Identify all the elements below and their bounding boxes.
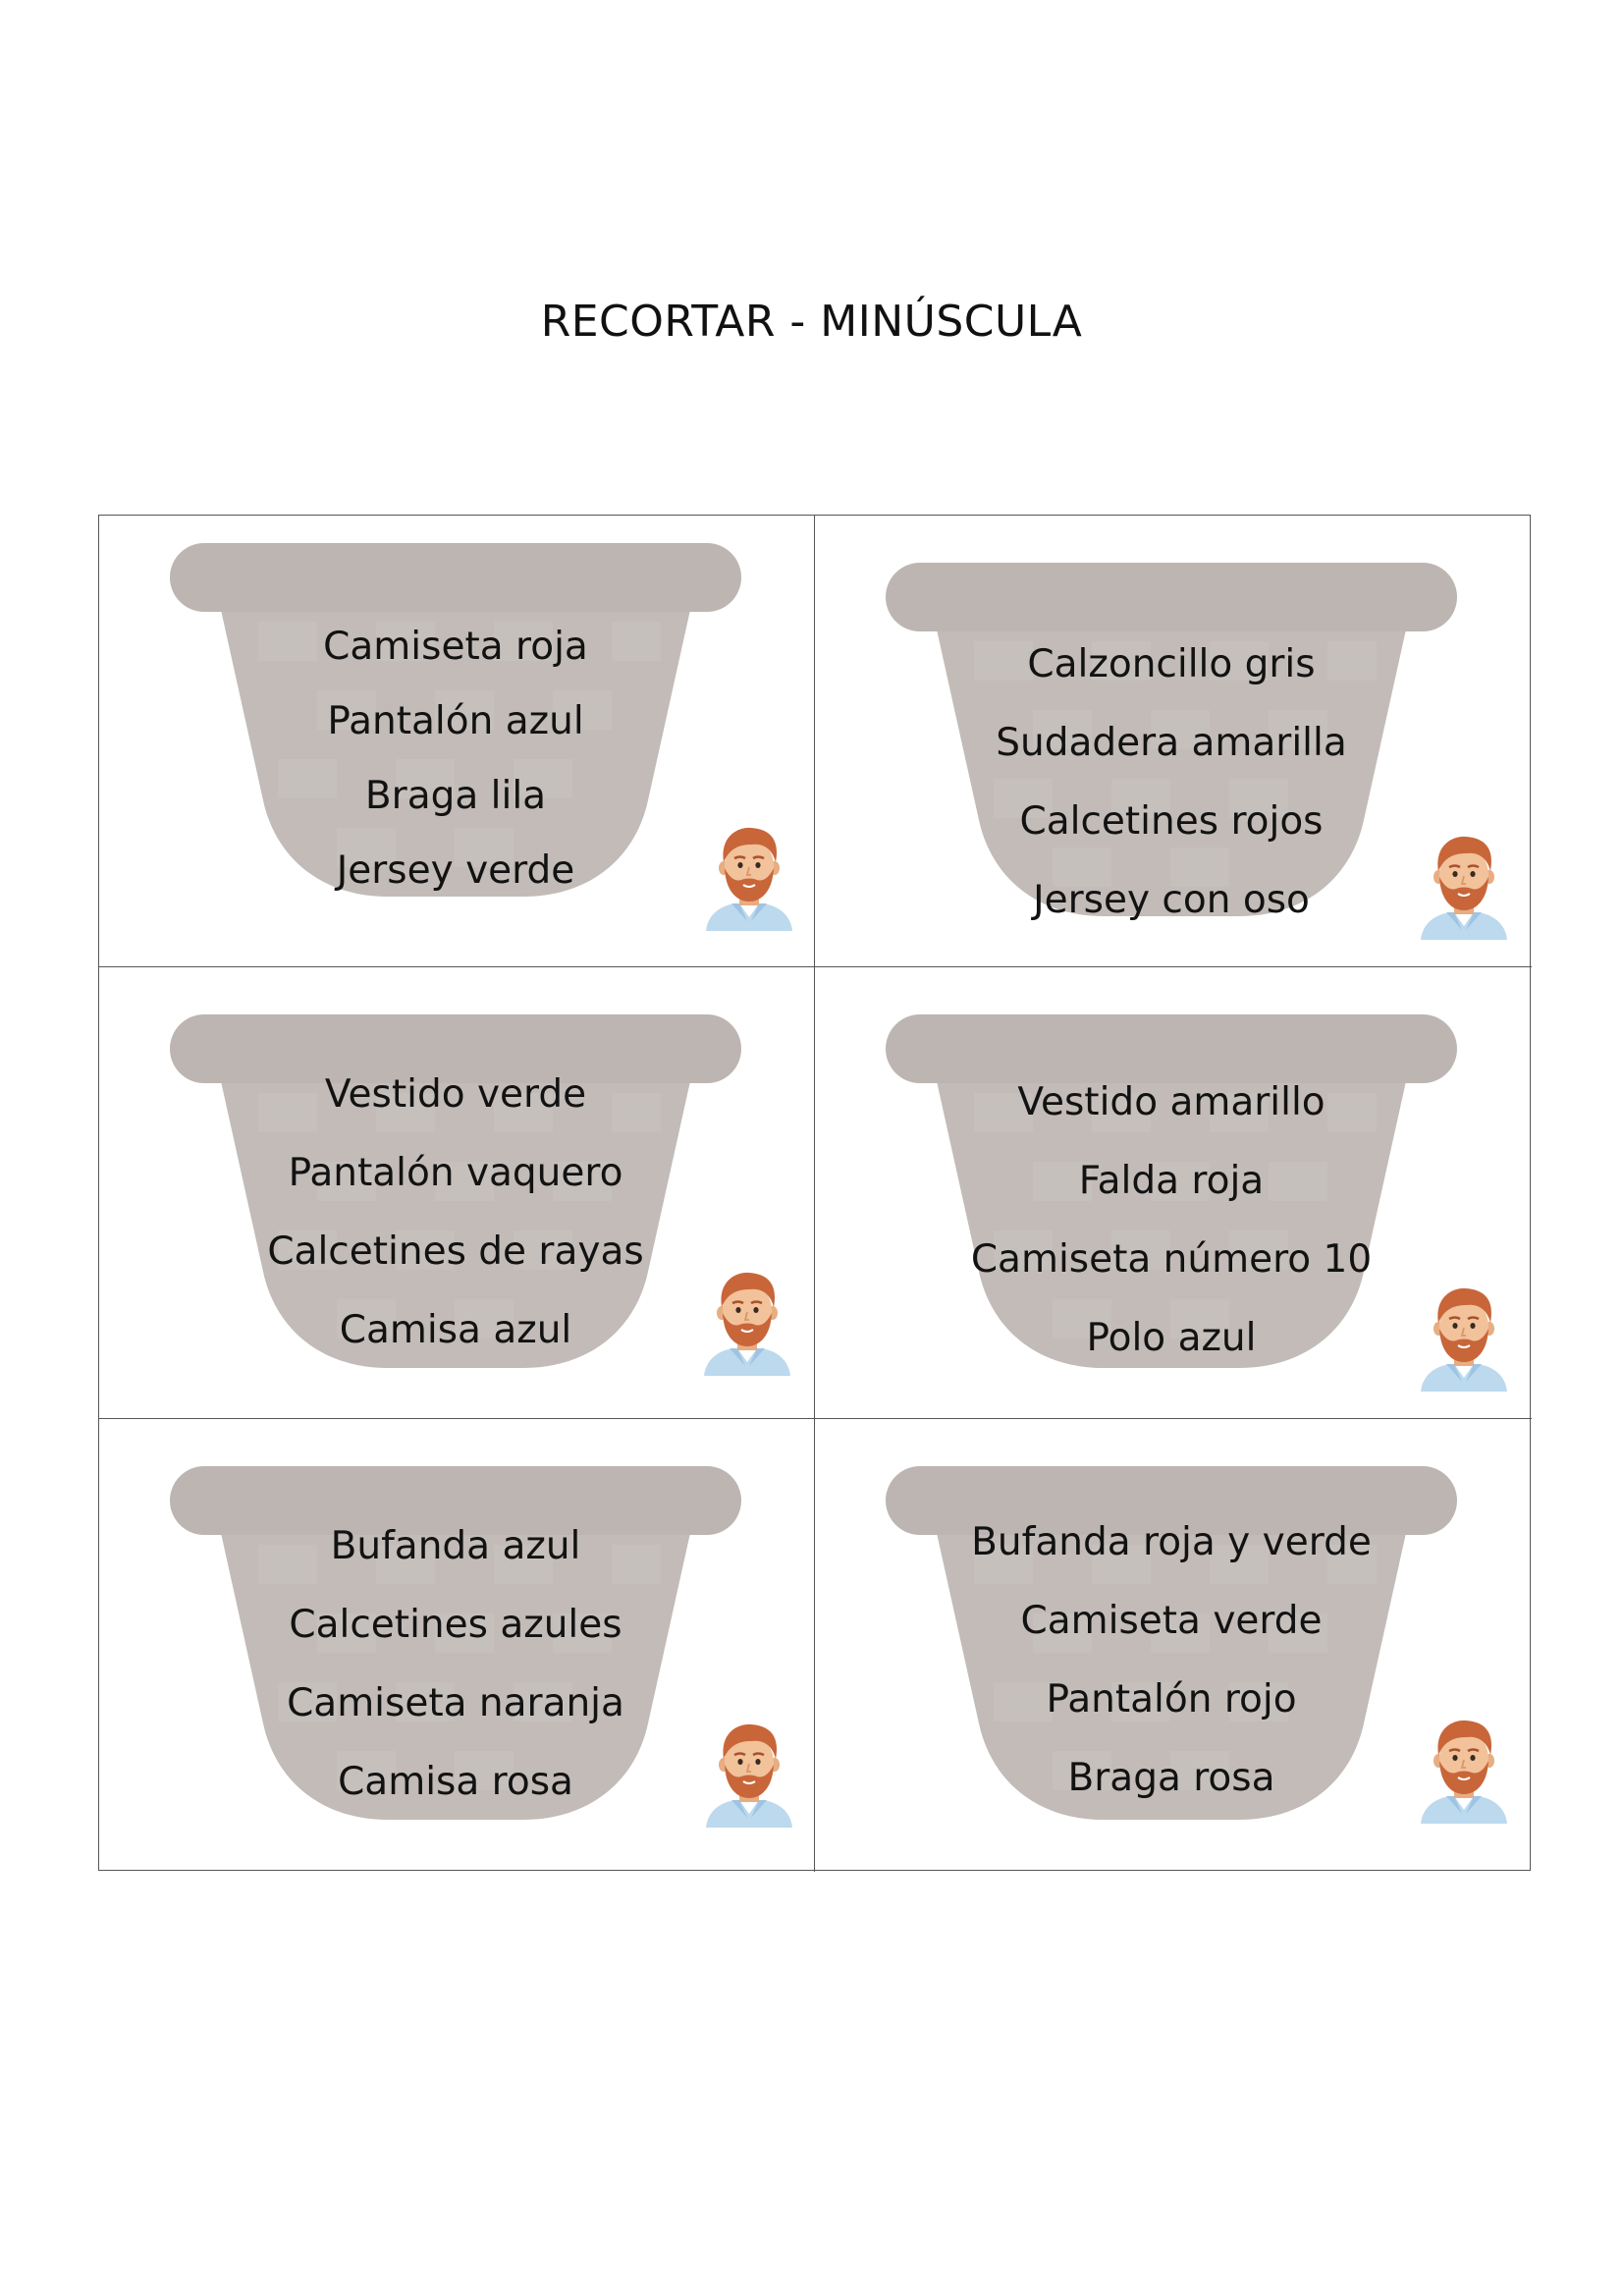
list-item: Calcetines rojos xyxy=(1019,799,1324,844)
cutout-card-6 xyxy=(815,1419,1532,1872)
list-item: Bufanda azul xyxy=(330,1524,581,1568)
list-item: Bufanda roja y verde xyxy=(971,1520,1372,1564)
list-item: Calcetines azules xyxy=(289,1603,622,1647)
bearded-man-avatar-icon xyxy=(702,823,796,931)
cutout-cards-grid xyxy=(98,515,1531,1871)
clothing-list xyxy=(229,1507,682,1822)
clothing-list xyxy=(229,1056,682,1370)
list-item: Vestido verde xyxy=(324,1072,587,1117)
bearded-man-avatar-icon xyxy=(1417,832,1511,940)
clothing-list xyxy=(229,610,682,908)
list-item: Camiseta naranja xyxy=(287,1681,624,1725)
list-item: Braga lila xyxy=(364,774,547,818)
list-item: Sudadera amarilla xyxy=(996,721,1347,765)
list-item: Camisa rosa xyxy=(338,1760,573,1804)
bearded-man-avatar-icon xyxy=(1417,1284,1511,1392)
cutout-card-2 xyxy=(815,516,1532,967)
clothing-list xyxy=(945,626,1398,940)
clothing-list xyxy=(945,1503,1398,1818)
bearded-man-avatar-icon xyxy=(702,1720,796,1828)
cutout-card-4 xyxy=(815,967,1532,1419)
list-item: Polo azul xyxy=(1086,1316,1257,1360)
cutout-card-3 xyxy=(99,967,815,1419)
list-item: Calzoncillo gris xyxy=(1027,642,1316,686)
basket-icon xyxy=(886,1014,1457,1368)
bearded-man-avatar-icon xyxy=(700,1268,794,1376)
list-item: Pantalón rojo xyxy=(1046,1677,1297,1722)
basket-icon xyxy=(170,1014,741,1368)
bearded-man-avatar-icon xyxy=(1417,1716,1511,1824)
list-item: Jersey verde xyxy=(336,848,575,893)
basket-icon xyxy=(886,563,1457,922)
list-item: Camisa azul xyxy=(339,1308,572,1352)
page-title: RECORTAR - MINÚSCULA xyxy=(540,297,1083,347)
list-item: Camiseta verde xyxy=(1020,1599,1323,1643)
list-item: Jersey con oso xyxy=(1033,878,1310,922)
list-item: Braga rosa xyxy=(1067,1756,1275,1800)
basket-icon xyxy=(170,1466,741,1820)
basket-icon xyxy=(170,543,741,897)
list-item: Falda roja xyxy=(1078,1159,1265,1203)
list-item: Vestido amarillo xyxy=(1017,1080,1325,1124)
list-item: Calcetines de rayas xyxy=(267,1230,644,1274)
list-item: Camiseta número 10 xyxy=(970,1237,1373,1282)
list-item: Pantalón vaquero xyxy=(288,1151,623,1195)
list-item: Pantalón azul xyxy=(327,699,584,743)
basket-icon xyxy=(886,1466,1457,1820)
list-item: Camiseta roja xyxy=(323,625,588,669)
cutout-card-5 xyxy=(99,1419,815,1872)
clothing-list xyxy=(945,1064,1398,1378)
cutout-card-1 xyxy=(99,516,815,967)
